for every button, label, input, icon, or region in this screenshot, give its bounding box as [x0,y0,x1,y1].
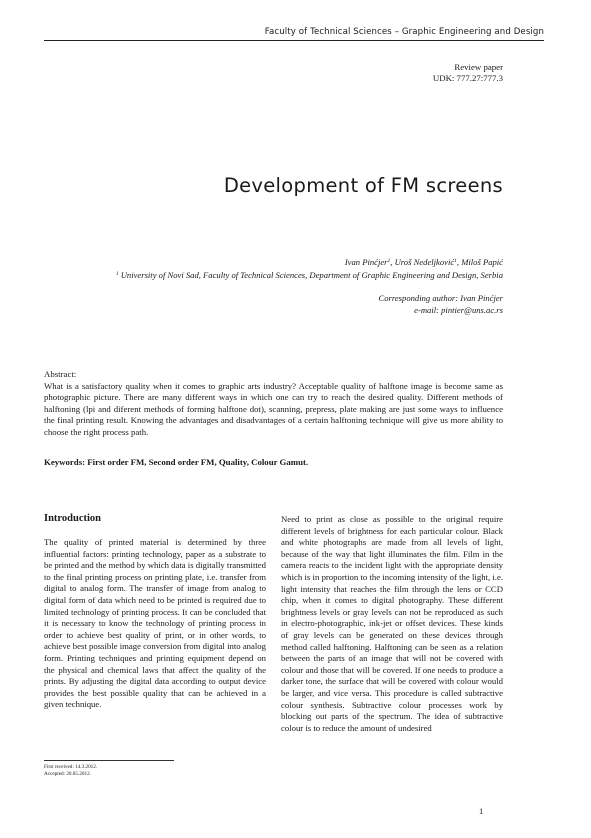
abstract-text: What is a satisfactory quality when it comes to graphic arts industry? Acceptable quality of halftone image is become same as photographic picture. There are many different ways in which one can try to reach the desired quality. Different methods of halftoning (lpi and diferent methods of forming halftone dot), scanning, prepress, plate making are just some ways to influence the final printing result. Knowing the advantages and disadvantages of a certain halftoning technique will give us more ability to choose the right process path. [44,380,503,437]
intro-left-column: The quality of printed material is determined by three influential factors: printing technology, paper as a substrate to be printed and the method by which data is digitally transmitted to the final printing process on printing plate, i.e. transfer from digital to analog form. The transfer of image from analog to digital form of data which need to be printed is required due to limited technology of printing process. It can be concluded that it is necessary to know the technology of printing process in order to achieve best quality of print, or in other words, to achieve best possible image conversion from digital into analog form. Printing techniques and printing equipment depend on the physical and chemical laws that affect the quality of the prints. By adjusting the digital data according to output device provides the best possible quality that can be achieved in a given technique. [44,537,266,710]
udk-code: UDK: 777.27:777.3 [432,73,503,83]
author-1: Ivan Pinćjer [344,257,388,267]
paper-meta [433,62,503,84]
author-names [116,256,503,269]
paper-type: Review paper [454,62,503,72]
intro-right-column: Need to print as close as possible to the original require different levels of brightness for each particular colour. Black and white photographs are made from all levels of light, because of the way that light illuminates the film. Film in the camera reacts to the incident light with the appropriate density which is in proportion to the incoming intensity of the light, i.e. light intensity that reaches the film through the lens or CCD chip, when it comes to digital photography. These different brightness levels or gray levels can not be reproduced as such in electro-photographic, ink-jet or offset devices. These kinds of gray levels can be generated on these devices through method called halftoning. Halftoning can be seen as a relation between the parts of an image that will not be covered with colour and those that will be covered. If one needs to produce a darker tone, the surface that will be covered with colour would be larger, and vice versa. This procedure is called subtractive colour synthesis. Subtractive colour processes work by blocking out parts of the spectrum. The idea of subtractive colour is to reduce the amount of undesired [281,514,503,733]
affiliation-text: University of Novi Sad, Faculty of Technical Sciences, Department of Graphic Engineering and Design, Serbia [118,269,503,280]
corresponding-block [378,293,503,316]
header-rule [44,40,544,41]
author-3: , Miloš Papić [456,257,503,267]
running-header: Faculty of Technical Sciences – Graphic Engineering and Design [264,27,544,37]
page-number: 1 [479,806,484,816]
author-2: , Uroš Nedeljković [390,257,455,267]
author-block [116,256,503,281]
corresponding-author: Corresponding author: Ivan Pinćjer [378,293,503,303]
accepted-date: Accepted: 20.05.2012. [44,770,91,777]
footnotes [44,764,97,778]
author-2-sup: 1 [454,258,457,264]
author-1-sup: 1 [387,258,391,264]
affiliation [116,269,503,282]
corresponding-email: e-mail: pintier@uns.ac.rs [414,304,503,315]
affiliation-sup: 1 [115,270,119,277]
section-heading-introduction: Introduction [44,513,101,524]
footnote-rule [44,760,174,761]
keywords: Keywords: First order FM, Second order FM, Quality, Colour Gamut. [44,457,309,467]
paper-title: Development of FM screens [223,174,503,197]
abstract [44,369,503,439]
received-date: First received: 14.3.2012. [44,764,98,770]
abstract-label: Abstract: [44,369,77,379]
